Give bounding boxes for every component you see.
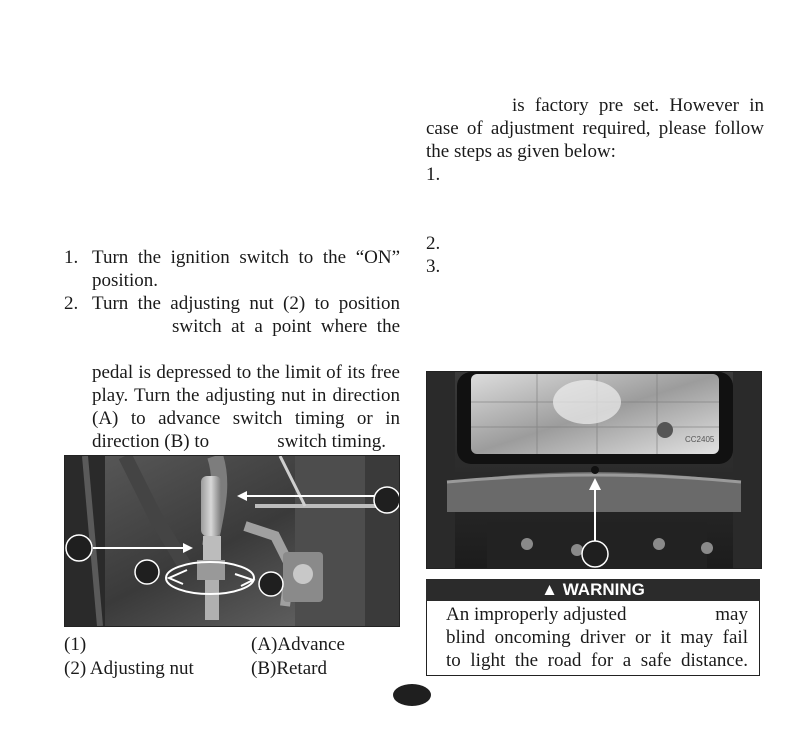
right-intro <box>426 94 764 186</box>
lamp-marking: CC2405 <box>685 435 715 444</box>
headlamp-photo <box>426 371 762 569</box>
right-steps <box>426 232 764 278</box>
warning-text <box>446 603 748 672</box>
warning-body <box>426 601 760 676</box>
step-text: pedal is depressed to the limit of its free <box>92 362 400 383</box>
step-text: position. <box>92 270 158 291</box>
step-text: switch timing. <box>277 431 386 452</box>
step-text-last <box>64 430 400 453</box>
left-steps-cont <box>64 361 400 453</box>
warning-title: WARNING <box>562 580 645 599</box>
step-1 <box>64 246 400 292</box>
step-number: 1. <box>426 164 441 185</box>
brake-switch-photo <box>64 455 400 627</box>
caption-a: (A)Advance <box>251 634 345 655</box>
warning-text-part: may <box>715 604 748 625</box>
step-text: Turn the ignition switch to the “ON” <box>92 247 400 268</box>
intro-line: the steps as given below: <box>426 141 616 162</box>
brake-switch-illustration <box>65 456 399 626</box>
left-steps <box>64 246 400 338</box>
step-2 <box>64 292 400 338</box>
caption-b: (B)Retard <box>251 658 327 679</box>
step-number: 2. <box>64 293 79 314</box>
step-text: switch at a point where the <box>172 316 400 337</box>
step-number: 1. <box>64 247 79 268</box>
caption-2: (2) Adjusting nut <box>64 658 194 679</box>
warning-triangle-icon: ▲ <box>541 580 558 599</box>
intro-line: is factory pre set. However in <box>512 95 764 116</box>
warning-text-part: An improperly adjusted <box>446 604 627 625</box>
page-number-badge <box>393 684 431 706</box>
step-text: direction (B) to <box>92 431 210 452</box>
step-text: (A) to advance switch timing or in <box>92 408 400 429</box>
warning-header <box>426 579 760 601</box>
warning-line-1 <box>446 603 748 626</box>
step-text: play. Turn the adjusting nut in direction <box>92 385 400 406</box>
intro-line: case of adjustment required, please follow <box>426 118 764 139</box>
step-number: 3. <box>426 256 441 277</box>
step-number: 2. <box>426 233 441 254</box>
step-text: Turn the adjusting nut (2) to position <box>92 293 400 314</box>
warning-line-2: blind oncoming driver or it may fail <box>446 627 748 648</box>
warning-line-3: to light the road for a safe distance. <box>446 650 748 671</box>
caption-1: (1) <box>64 634 87 655</box>
headlamp-illustration <box>427 372 761 568</box>
